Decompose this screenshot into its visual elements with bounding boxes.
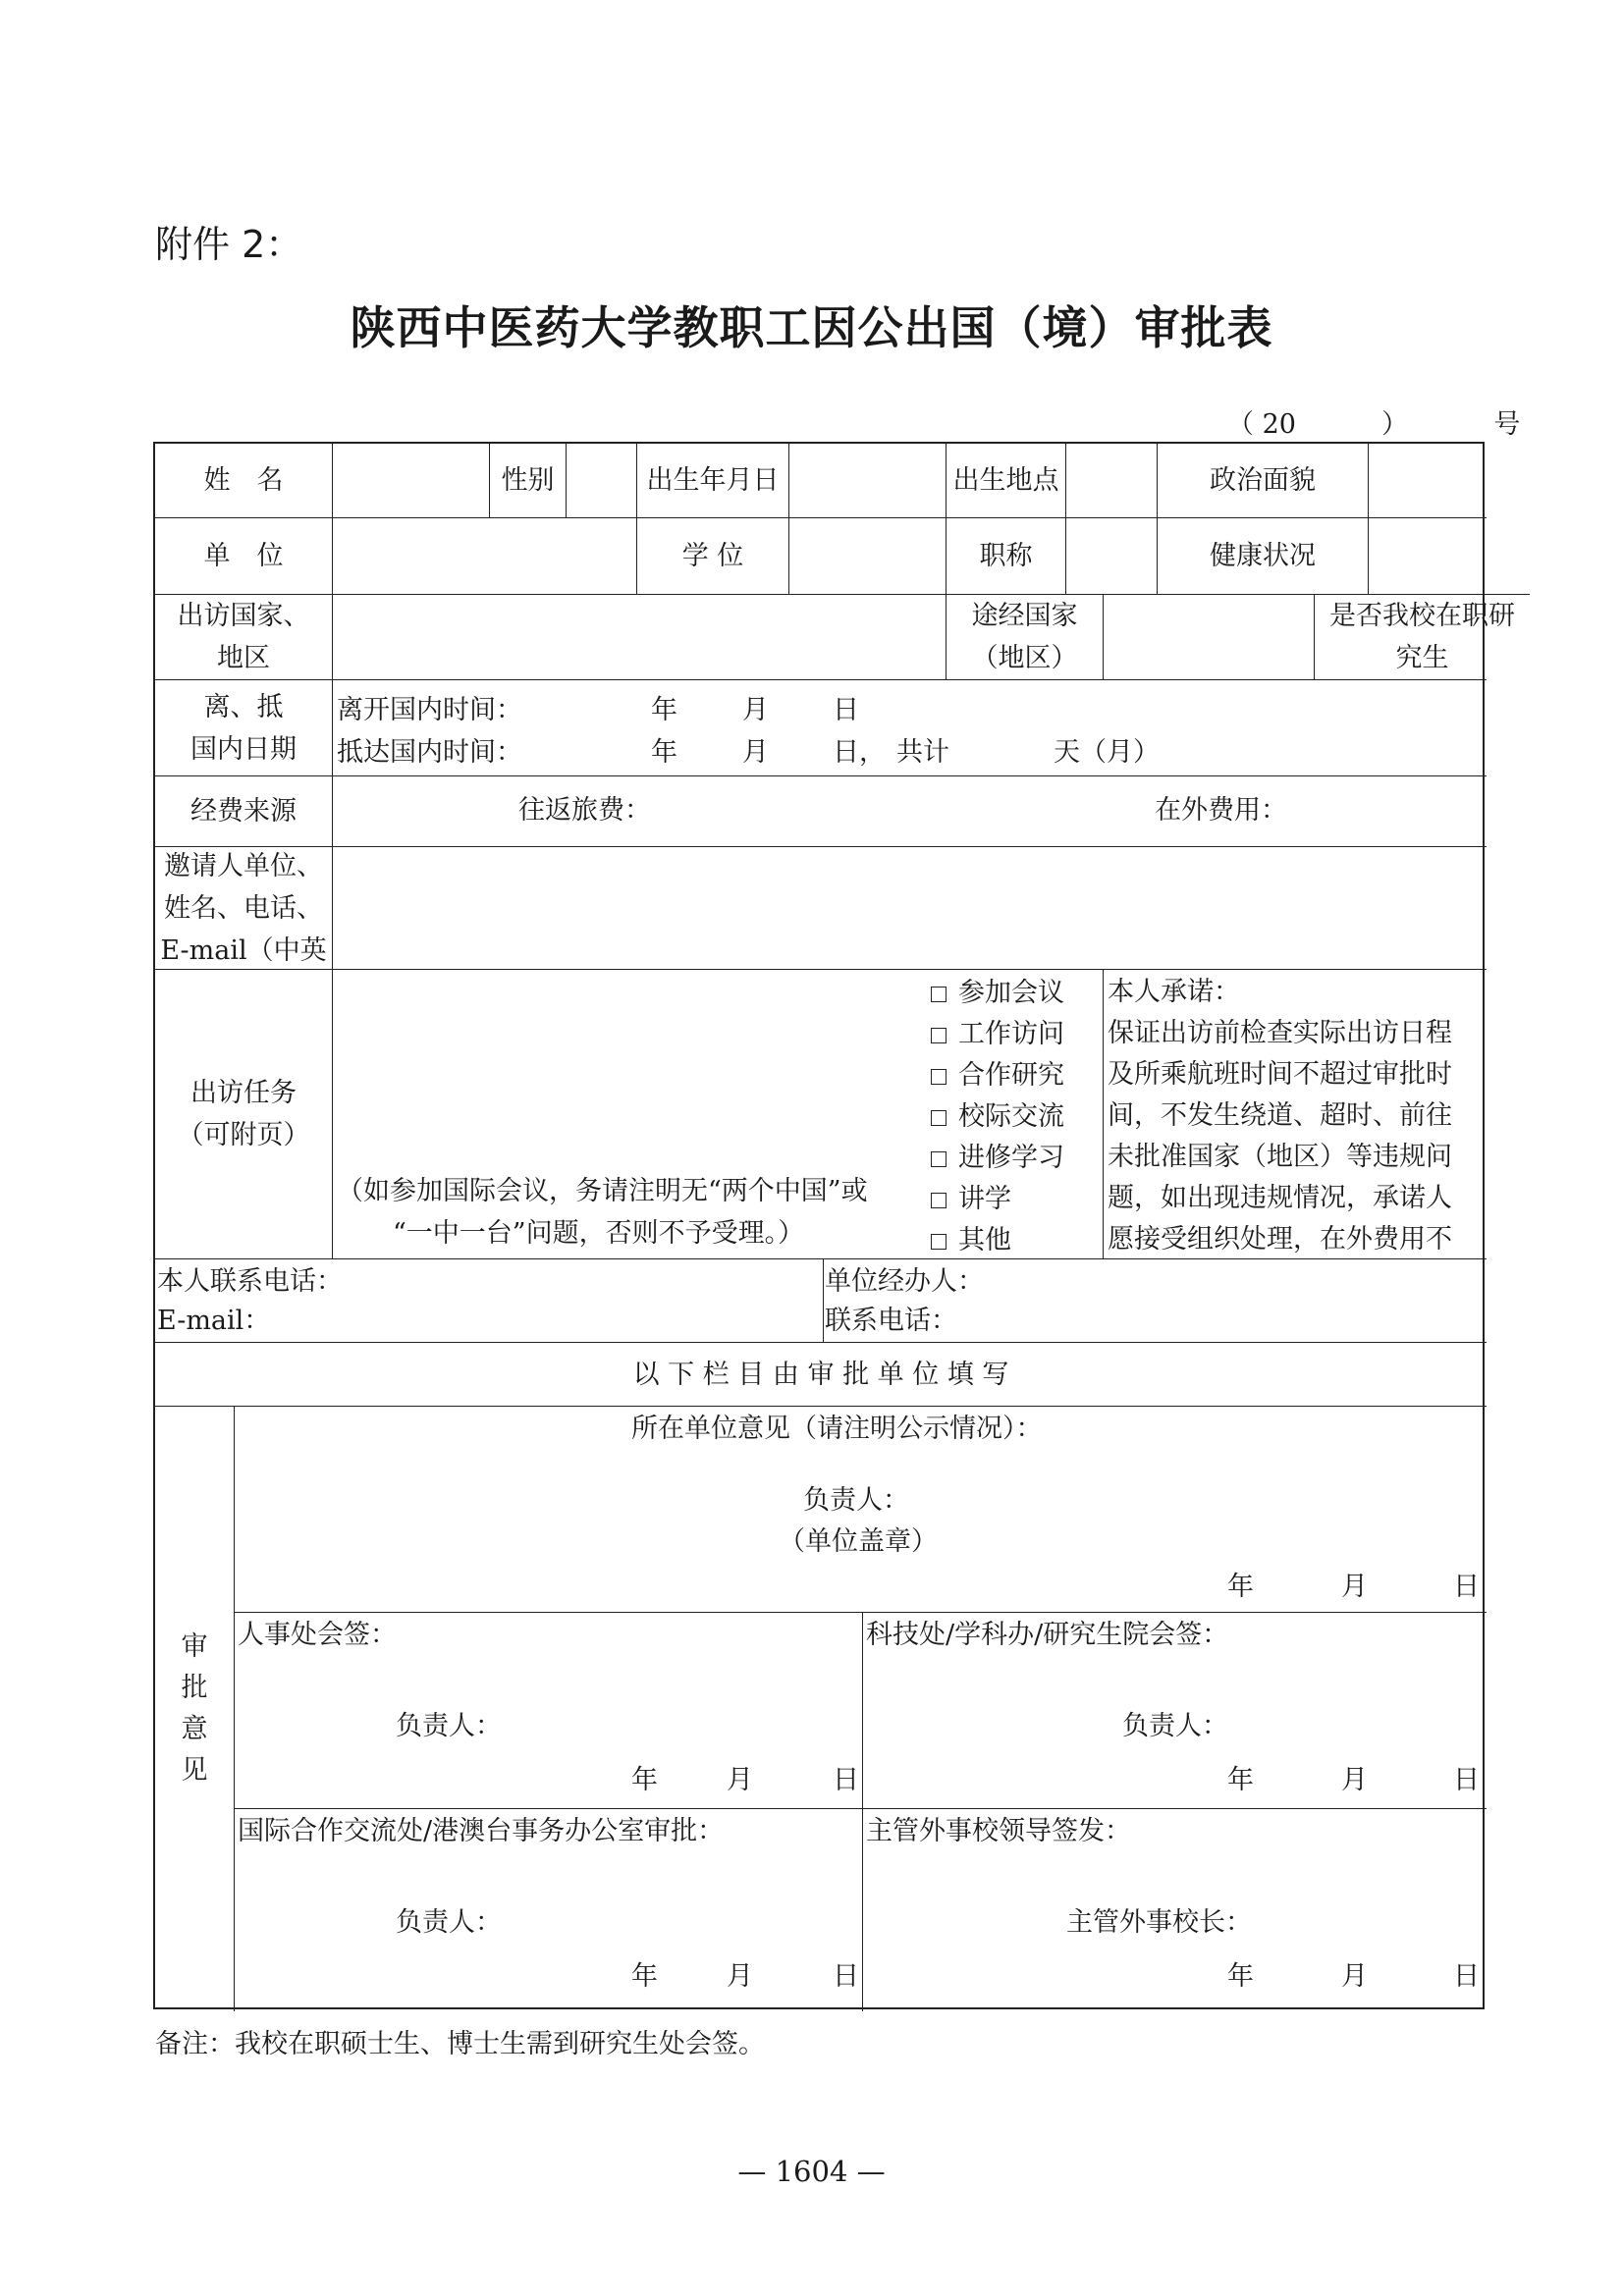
intl-year: 年 [631,1961,658,1992]
label-inviter [155,846,332,969]
checkbox-icon[interactable] [931,1193,947,1208]
task-note-line2: “一中一台”问题，否则不予受理。） [393,1218,805,1249]
label-inviter-line3: E-mail（中英 [160,934,327,966]
checkbox-icon[interactable] [931,987,947,1002]
task-option[interactable] [931,1178,1011,1220]
label-transit-country [946,594,1103,679]
field-transit-country[interactable] [1103,594,1314,679]
arrive-day: 日， [833,737,886,768]
task-option[interactable] [931,1095,1064,1138]
side-label-char: 审 [181,1631,208,1662]
label-unit: 单 位 [155,517,332,594]
field-health[interactable] [1368,517,1487,594]
label-task [155,969,332,1258]
hr-month: 月 [727,1765,753,1795]
tech-sign-label: 科技处/学科办/研究生院会签： [866,1620,1229,1650]
form-number-close: ） [1381,409,1409,440]
checkbox-icon[interactable] [931,1069,947,1085]
field-title[interactable] [1065,517,1157,594]
task-note-line1: （如参加国际会议，务请注明无“两个中国”或 [337,1176,868,1206]
label-dates [155,679,332,775]
label-degree: 学 位 [636,517,788,594]
field-political[interactable] [1368,444,1487,517]
intl-person: 负责人： [396,1907,502,1938]
field-funding[interactable] [332,775,1487,846]
hr-year: 年 [631,1765,658,1795]
unit-opinion-year: 年 [1227,1572,1254,1602]
leader-year: 年 [1227,1961,1254,1992]
label-task-line2: （可附页） [177,1120,310,1150]
field-unit[interactable] [332,517,636,594]
field-gender[interactable] [566,444,636,517]
tech-month: 月 [1341,1765,1368,1795]
depart-label: 离开国内时间： [337,695,522,725]
label-transit-line1: 途经国家 [971,601,1078,631]
footnote: 备注：我校在职硕士生、博士生需到研究生处会签。 [155,2029,765,2059]
label-is-student [1314,594,1530,679]
task-type-options [931,969,1103,1258]
hr-day: 日 [833,1765,859,1795]
arrive-year: 年 [651,737,677,768]
label-inviter-line1: 邀请人单位、 [164,850,323,881]
tech-year: 年 [1227,1765,1254,1795]
label-gender: 性别 [489,444,566,517]
depart-month: 月 [742,695,769,725]
pledge-title: 本人承诺： [1108,977,1240,1007]
leader-sign-person: 主管外事校长： [1066,1907,1252,1938]
label-birthdate: 出生年月日 [636,444,788,517]
pledge-line: 题，如出现违规情况，承诺人 [1108,1183,1452,1213]
task-option-label: 工作访问 [958,1019,1064,1049]
task-option[interactable] [931,1137,1064,1179]
label-title: 职称 [946,517,1065,594]
task-option[interactable] [931,972,1064,1014]
side-label-char: 意 [181,1714,208,1744]
intl-day: 日 [833,1961,859,1992]
side-label-char: 见 [181,1755,208,1786]
label-transit-line2: （地区） [971,643,1078,673]
hr-person: 负责人： [396,1711,502,1741]
label-health: 健康状况 [1157,517,1368,594]
unit-opinion-month: 月 [1341,1572,1368,1602]
leader-day: 日 [1453,1961,1480,1992]
task-option-label: 校际交流 [958,1101,1064,1132]
label-task-line1: 出访任务 [190,1078,297,1108]
unit-opinion-person: 负责人： [803,1485,909,1516]
approval-side-label [155,1406,234,2011]
label-dates-line2: 国内日期 [190,733,297,765]
checkbox-icon[interactable] [931,1151,947,1167]
arrive-month: 月 [742,737,769,768]
phone-label: 本人联系电话： [157,1266,343,1297]
pledge-line: 间，不发生绕道、超时、前往 [1108,1100,1452,1131]
pledge-line: 愿接受组织处理，在外费用不 [1108,1224,1452,1255]
intl-month: 月 [727,1961,753,1992]
label-is-student-line2: 究生 [1395,643,1449,673]
handler-phone-label: 联系电话： [825,1306,957,1336]
handler-label: 单位经办人： [825,1266,984,1297]
abroad-cost-label: 在外费用： [1155,795,1287,826]
field-degree[interactable] [788,517,946,594]
label-name: 姓 名 [203,465,284,496]
travel-cost-label: 往返旅费： [518,795,651,826]
pledge-line: 未批准国家（地区）等违规问 [1108,1142,1452,1172]
task-option-label: 进修学习 [958,1143,1064,1173]
label-inviter-line2: 姓名、电话、 [164,892,323,924]
hr-sign-label: 人事处会签： [238,1620,397,1650]
tech-person: 负责人： [1122,1711,1228,1741]
label-visit-country-line1: 出访国家、 [177,601,310,631]
leader-month: 月 [1341,1961,1368,1992]
approval-form-table [153,442,1515,2009]
task-option[interactable] [931,1013,1064,1055]
pledge-line: 保证出访前检查实际出访日程 [1108,1018,1452,1048]
field-visit-country[interactable] [332,594,946,679]
task-option[interactable] [931,1219,1011,1261]
task-option-label: 参加会议 [958,978,1064,1008]
depart-year: 年 [651,695,677,725]
approval-banner: 以 下 栏 目 由 审 批 单 位 填 写 [155,1342,1487,1406]
label-funding: 经费来源 [155,775,332,846]
attachment-label: 附件 2： [155,223,303,266]
arrive-label: 抵达国内时间： [337,737,522,768]
pledge-text [1108,1013,1486,1260]
leader-sign-label: 主管外事校领导签发： [866,1816,1131,1846]
label-political: 政治面貌 [1157,444,1368,517]
label-visit-country-line2: 地区 [217,643,270,673]
task-option-label: 讲学 [958,1184,1011,1214]
total-label: 共计 [896,737,949,768]
unit-opinion-day: 日 [1453,1572,1480,1602]
label-dates-line1: 离、抵 [203,691,284,722]
tech-day: 日 [1453,1765,1480,1795]
checkbox-icon[interactable] [931,1234,947,1250]
pledge-line: 及所乘航班时间不超过审批时 [1108,1059,1452,1090]
side-label-char: 批 [181,1673,208,1703]
unit-seal: （单位盖章） [779,1526,938,1557]
form-number-open: （ 20 [1227,409,1296,440]
label-birthplace: 出生地点 [946,444,1065,517]
task-option-label: 合作研究 [958,1060,1064,1091]
depart-day: 日 [833,695,859,725]
intl-approval-label: 国际合作交流处/港澳台事务办公室审批： [238,1816,725,1846]
unit-opinion-label: 所在单位意见（请注明公示情况）： [631,1414,1043,1444]
task-option[interactable] [931,1054,1064,1096]
field-birthdate[interactable] [788,444,946,517]
field-birthplace[interactable] [1065,444,1157,517]
field-name[interactable] [332,444,489,517]
checkbox-icon[interactable] [931,1110,947,1126]
label-visit-country [155,594,332,679]
task-option-label: 其他 [958,1225,1011,1255]
checkbox-icon[interactable] [931,1028,947,1043]
page-number: — 1604 — [737,2155,886,2188]
email-label: E-mail： [157,1306,271,1336]
form-number [1227,402,1520,441]
form-title: 陕西中医药大学教职工因公出国（境）审批表 [350,301,1273,354]
field-inviter[interactable] [332,846,1487,969]
form-number-suffix: 号 [1493,409,1521,440]
label-is-student-line1: 是否我校在职研 [1329,601,1515,631]
days-label: 天（月） [1054,737,1160,768]
